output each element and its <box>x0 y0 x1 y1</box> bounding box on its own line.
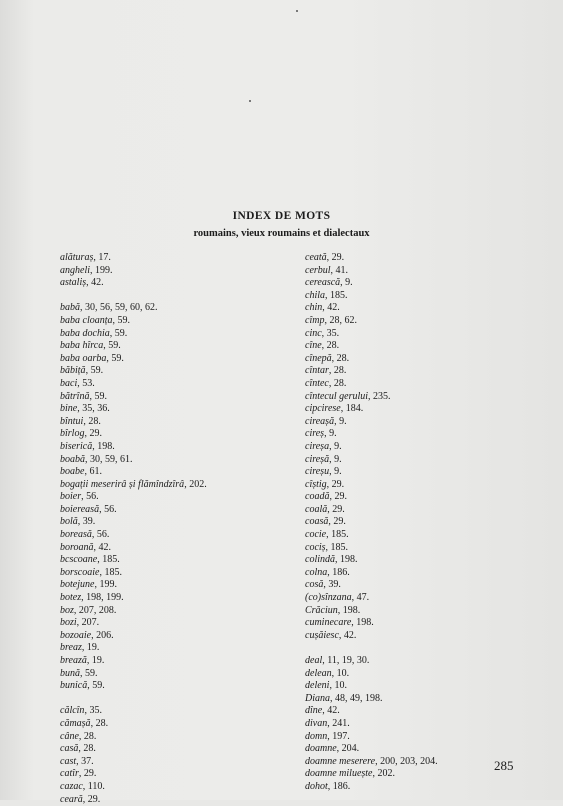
index-entry <box>60 605 300 618</box>
index-entry <box>305 391 545 404</box>
index-entry <box>305 529 545 542</box>
index-word: cîntec <box>305 377 329 389</box>
index-entry <box>305 605 545 618</box>
index-word: dohot <box>305 780 328 792</box>
index-page-refs: , 29. <box>78 768 97 780</box>
index-word: botejune <box>60 579 95 591</box>
index-entry <box>305 428 545 441</box>
index-page-refs: , 30, 56, 59, 60, 62. <box>80 302 158 314</box>
index-page-refs: , 199. <box>90 264 113 276</box>
index-word: bună <box>60 667 80 679</box>
index-word: catîr <box>60 768 79 780</box>
ink-speck <box>296 10 298 12</box>
index-word: boroană <box>60 541 94 553</box>
index-entry <box>60 592 300 605</box>
index-page-refs: , 9. <box>340 277 353 289</box>
index-entry <box>305 630 545 643</box>
index-entry <box>60 416 300 429</box>
index-word: bozoaie <box>60 629 92 641</box>
index-entry <box>60 504 300 517</box>
index-word: cîntecul gerului <box>305 390 369 402</box>
index-word: cîntar <box>305 365 329 377</box>
index-entry <box>305 617 545 630</box>
index-entry <box>305 290 545 303</box>
index-entry <box>60 328 300 341</box>
index-word: cușăiesc <box>305 629 339 641</box>
index-page-refs: , 9. <box>329 440 342 452</box>
index-entry <box>60 466 300 479</box>
index-word: bcscoane <box>60 554 98 566</box>
index-word: deleni <box>305 680 330 692</box>
index-entry <box>60 655 300 668</box>
index-column-right <box>305 252 545 794</box>
index-page-refs: , 42. <box>93 541 112 553</box>
index-entry <box>60 441 300 454</box>
index-entry <box>60 680 300 693</box>
index-word: deal <box>305 655 323 666</box>
index-page-refs: , 47. <box>351 592 370 604</box>
index-entry <box>305 731 545 744</box>
index-word: astaliș <box>60 277 87 289</box>
index-word: angheli <box>60 264 90 276</box>
index-page-refs: , 9. <box>324 428 337 440</box>
section-gap <box>60 290 300 303</box>
index-page-refs: , 198. <box>337 604 361 616</box>
index-entry <box>60 579 300 592</box>
index-page-refs: , 28. <box>328 377 347 389</box>
index-word: casă <box>60 743 79 755</box>
index-word: bătrînă <box>60 390 90 402</box>
index-entry <box>60 668 300 681</box>
index-word: cazac <box>60 780 83 792</box>
index-entry <box>60 567 300 580</box>
index-word: colna <box>305 566 328 578</box>
index-page-refs: , 28. <box>328 365 347 377</box>
index-word: cînepă <box>305 352 332 364</box>
index-page-refs: , 241. <box>327 717 350 729</box>
index-entry <box>60 365 300 378</box>
index-page-refs: , 35. <box>321 327 340 339</box>
index-page-refs: , 198, 199. <box>81 592 124 604</box>
index-page-refs: , 59. <box>80 667 98 679</box>
index-entry <box>60 781 300 794</box>
index-word: cireașă <box>305 415 335 427</box>
index-subtitle: roumains, vieux roumains et dialectaux <box>193 228 370 239</box>
index-entry <box>60 378 300 391</box>
index-entry <box>305 516 545 529</box>
index-word: cîmp <box>305 314 325 326</box>
index-word: dîne <box>305 705 323 717</box>
index-page-refs: , 29. <box>328 516 346 528</box>
index-page-refs: , 9. <box>329 453 342 465</box>
index-entry <box>305 454 545 467</box>
index-page-refs: , 110. <box>82 780 105 792</box>
index-word: bine <box>60 403 78 415</box>
index-entry <box>60 617 300 630</box>
index-entry <box>305 693 545 706</box>
index-page-refs: , 198. <box>335 554 358 566</box>
index-page-refs: , 59. <box>106 352 124 364</box>
index-page-refs: , 185. <box>99 566 122 578</box>
index-page-refs: , 42. <box>338 629 357 641</box>
index-entry <box>305 567 545 580</box>
index-entry <box>60 731 300 744</box>
index-word: boiereasă <box>60 503 100 515</box>
index-word: coală <box>305 503 328 515</box>
index-page-refs: , 202. <box>184 478 207 490</box>
index-word: coadă <box>305 491 330 503</box>
page-number: 285 <box>494 758 514 773</box>
index-page-refs: , 198. <box>351 617 374 629</box>
index-entry <box>305 680 545 693</box>
index-page-refs: , 35. <box>84 705 102 717</box>
index-page-refs: , 56. <box>81 491 99 503</box>
index-entry <box>60 529 300 542</box>
index-word: cîne <box>305 340 322 352</box>
index-word: boier <box>60 491 82 503</box>
index-word: delean <box>305 667 332 679</box>
index-page-refs: , 42. <box>322 302 340 314</box>
index-word: ceată <box>305 252 327 263</box>
index-page-refs: , 39. <box>77 516 96 528</box>
index-entry <box>305 416 545 429</box>
index-word: cireșă <box>305 453 330 465</box>
index-entry <box>305 328 545 341</box>
index-page-refs: , 42. <box>86 277 104 289</box>
index-word: cireș <box>305 428 325 440</box>
index-entry <box>305 579 545 592</box>
index-page-refs: , 207, 208. <box>73 604 117 616</box>
index-word: chin <box>305 302 323 314</box>
index-page-refs: , 35, 36. <box>77 403 110 415</box>
index-page-refs: , 29. <box>326 252 345 263</box>
index-entry <box>305 554 545 567</box>
index-word: baba oarba <box>60 352 107 364</box>
index-word: babă <box>60 302 80 314</box>
index-page-refs: , 197. <box>327 730 350 742</box>
index-page-refs: , 59. <box>112 314 130 326</box>
index-page-refs: , 59. <box>103 340 121 352</box>
index-word: borscoaie <box>60 566 100 578</box>
index-entry <box>60 642 300 655</box>
index-page-refs: , 19. <box>81 642 100 654</box>
index-entry <box>60 340 300 353</box>
index-page-refs: , 28. <box>321 340 340 352</box>
index-entry <box>305 265 545 278</box>
index-entry <box>305 668 545 681</box>
index-entry <box>305 252 545 265</box>
index-page-refs: , 186. <box>327 780 351 792</box>
index-word: doamne meserere <box>305 755 376 767</box>
index-entry <box>60 479 300 492</box>
index-entry <box>60 630 300 643</box>
index-word: băbiță <box>60 365 86 377</box>
index-entry <box>60 768 300 781</box>
index-entry <box>60 554 300 567</box>
index-entry <box>305 378 545 391</box>
index-word: baci <box>60 377 78 389</box>
index-entry <box>60 391 300 404</box>
index-entry <box>60 403 300 416</box>
index-page-refs: , 29. <box>84 428 102 440</box>
index-entry <box>305 705 545 718</box>
index-entry <box>60 491 300 504</box>
index-page-refs: , 29. <box>327 503 345 515</box>
index-entry <box>305 365 545 378</box>
index-word: doamne miluește <box>305 768 373 780</box>
index-page-refs: , 9. <box>334 415 347 427</box>
index-page-refs: , 207. <box>76 617 100 629</box>
index-entry <box>305 277 545 290</box>
index-word: chila <box>305 289 325 301</box>
index-entry <box>305 504 545 517</box>
index-entry <box>60 277 300 290</box>
index-entry <box>305 353 545 366</box>
index-word: cociș <box>305 541 326 553</box>
section-gap <box>305 642 545 655</box>
index-page-refs: , 37. <box>76 755 94 767</box>
index-page-refs: , 29. <box>329 491 347 503</box>
index-word: Diana <box>305 692 330 704</box>
index-word: ceară <box>60 793 83 805</box>
index-page-refs: , 28. <box>78 730 97 742</box>
index-word: cerească <box>305 277 341 289</box>
index-page-refs: , 186. <box>327 566 350 578</box>
index-entry <box>305 542 545 555</box>
index-word: brează <box>60 655 87 666</box>
index-word: boabe <box>60 466 85 478</box>
section-gap <box>60 693 300 706</box>
index-word: baba dochia <box>60 327 110 339</box>
index-page-refs: , 9. <box>329 466 342 478</box>
index-entry <box>305 403 545 416</box>
index-word: boz <box>60 604 74 616</box>
index-column-left <box>60 252 300 806</box>
index-page-refs: , 185. <box>325 289 348 301</box>
index-page-refs: , 202. <box>372 768 395 780</box>
index-word: bîntui <box>60 415 84 427</box>
index-word: breaz <box>60 642 82 654</box>
index-page-refs: , 59. <box>87 680 105 692</box>
index-word: boabă <box>60 453 85 465</box>
index-page-refs: , 56. <box>99 503 117 515</box>
index-word: cerbul <box>305 264 331 276</box>
index-word: cinc <box>305 327 322 339</box>
index-page-refs: , 39. <box>323 579 341 591</box>
index-word: baba cloanța <box>60 314 113 326</box>
index-page-refs: , 29. <box>82 793 101 805</box>
index-word: cîștig <box>305 478 327 490</box>
index-word: divan <box>305 717 328 729</box>
index-page-refs: , 59. <box>109 327 128 339</box>
index-page-refs: , 11, 19, 30. <box>322 655 370 666</box>
index-word: cast <box>60 755 77 767</box>
index-word: Crăciun <box>305 604 338 616</box>
index-page-refs: , 10. <box>331 667 350 679</box>
index-entry <box>305 479 545 492</box>
index-page-refs: , 28. <box>78 743 96 755</box>
index-page-refs: , 28. <box>90 717 109 729</box>
index-entry <box>305 592 545 605</box>
index-entry <box>305 466 545 479</box>
index-page-refs: , 204. <box>336 743 360 755</box>
index-entry <box>60 454 300 467</box>
index-word: bogații meserirâ și flămîndzîrâ <box>60 478 185 490</box>
index-word: doamne <box>305 743 337 755</box>
index-page-refs: , 61. <box>84 466 102 478</box>
index-entry <box>305 655 545 668</box>
index-word: biserică <box>60 440 93 452</box>
index-page-refs: , 29. <box>326 478 345 490</box>
index-word: călcîn <box>60 705 85 717</box>
index-entry <box>60 516 300 529</box>
index-entry <box>60 756 300 769</box>
index-entry <box>305 718 545 731</box>
index-entry <box>305 781 545 794</box>
index-page-refs: , 48, 49, 198. <box>330 692 383 704</box>
index-word: bozi <box>60 617 77 629</box>
index-page-refs: , 235. <box>368 390 391 402</box>
index-page-refs: , 53. <box>77 377 95 389</box>
index-word: bîrlog <box>60 428 85 440</box>
index-word: baba hîrca <box>60 340 104 352</box>
index-page-refs: , 19. <box>86 655 105 666</box>
index-page-refs: , 42. <box>322 705 340 717</box>
index-entry <box>60 743 300 756</box>
index-word: alăturaș <box>60 252 94 263</box>
index-page-refs: , 28, 62. <box>324 314 357 326</box>
index-page-refs: , 199. <box>94 579 117 591</box>
index-page-refs: , 10. <box>329 680 347 692</box>
index-entry <box>60 718 300 731</box>
index-word: coasă <box>305 516 329 528</box>
index-word: cămașă <box>60 717 91 729</box>
index-word: bunică <box>60 680 88 692</box>
index-entry <box>305 743 545 756</box>
index-page-refs: , 41. <box>330 264 349 276</box>
index-entry <box>60 353 300 366</box>
index-word: cipcirese <box>305 403 341 415</box>
ink-speck <box>249 100 251 102</box>
index-page-refs: , 59. <box>85 365 104 377</box>
index-page-refs: , 185. <box>325 541 349 553</box>
index-page-refs: , 206. <box>91 629 114 641</box>
index-page-refs: , 184. <box>340 403 364 415</box>
index-entry <box>305 491 545 504</box>
index-page-refs: , 30, 59, 61. <box>85 453 133 465</box>
index-word: domn <box>305 730 328 742</box>
index-entry <box>60 315 300 328</box>
index-entry <box>305 315 545 328</box>
index-word: botez <box>60 592 82 604</box>
index-word: bolă <box>60 516 78 528</box>
index-page-refs: , 28. <box>331 352 350 364</box>
index-entry <box>60 428 300 441</box>
index-word: colindă <box>305 554 335 566</box>
index-entry <box>305 302 545 315</box>
index-page-refs: , 198. <box>92 440 115 452</box>
index-entry <box>60 252 300 265</box>
index-word: cireșu <box>305 466 330 478</box>
index-page-refs: , 200, 203, 204. <box>375 755 438 767</box>
index-page-refs: , 28. <box>83 415 101 427</box>
index-word: cireșa <box>305 440 330 452</box>
index-word: câne <box>60 730 79 742</box>
index-entry <box>305 340 545 353</box>
index-entry <box>60 542 300 555</box>
index-word: boreasă <box>60 529 92 541</box>
index-word: (co)sînzana <box>305 592 352 604</box>
index-word: cocie <box>305 529 327 541</box>
index-title: INDEX DE MOTS <box>232 210 331 222</box>
index-entry <box>60 705 300 718</box>
index-page-refs: , 17. <box>93 252 111 263</box>
index-page-refs: , 59. <box>89 390 107 402</box>
index-page-refs: , 185. <box>326 529 349 541</box>
index-page-refs: , 185. <box>97 554 120 566</box>
index-word: cuminecare <box>305 617 352 629</box>
index-page-refs: , 56. <box>91 529 110 541</box>
index-entry <box>305 441 545 454</box>
index-entry <box>60 265 300 278</box>
index-word: cosă <box>305 579 324 591</box>
index-entry <box>60 302 300 315</box>
